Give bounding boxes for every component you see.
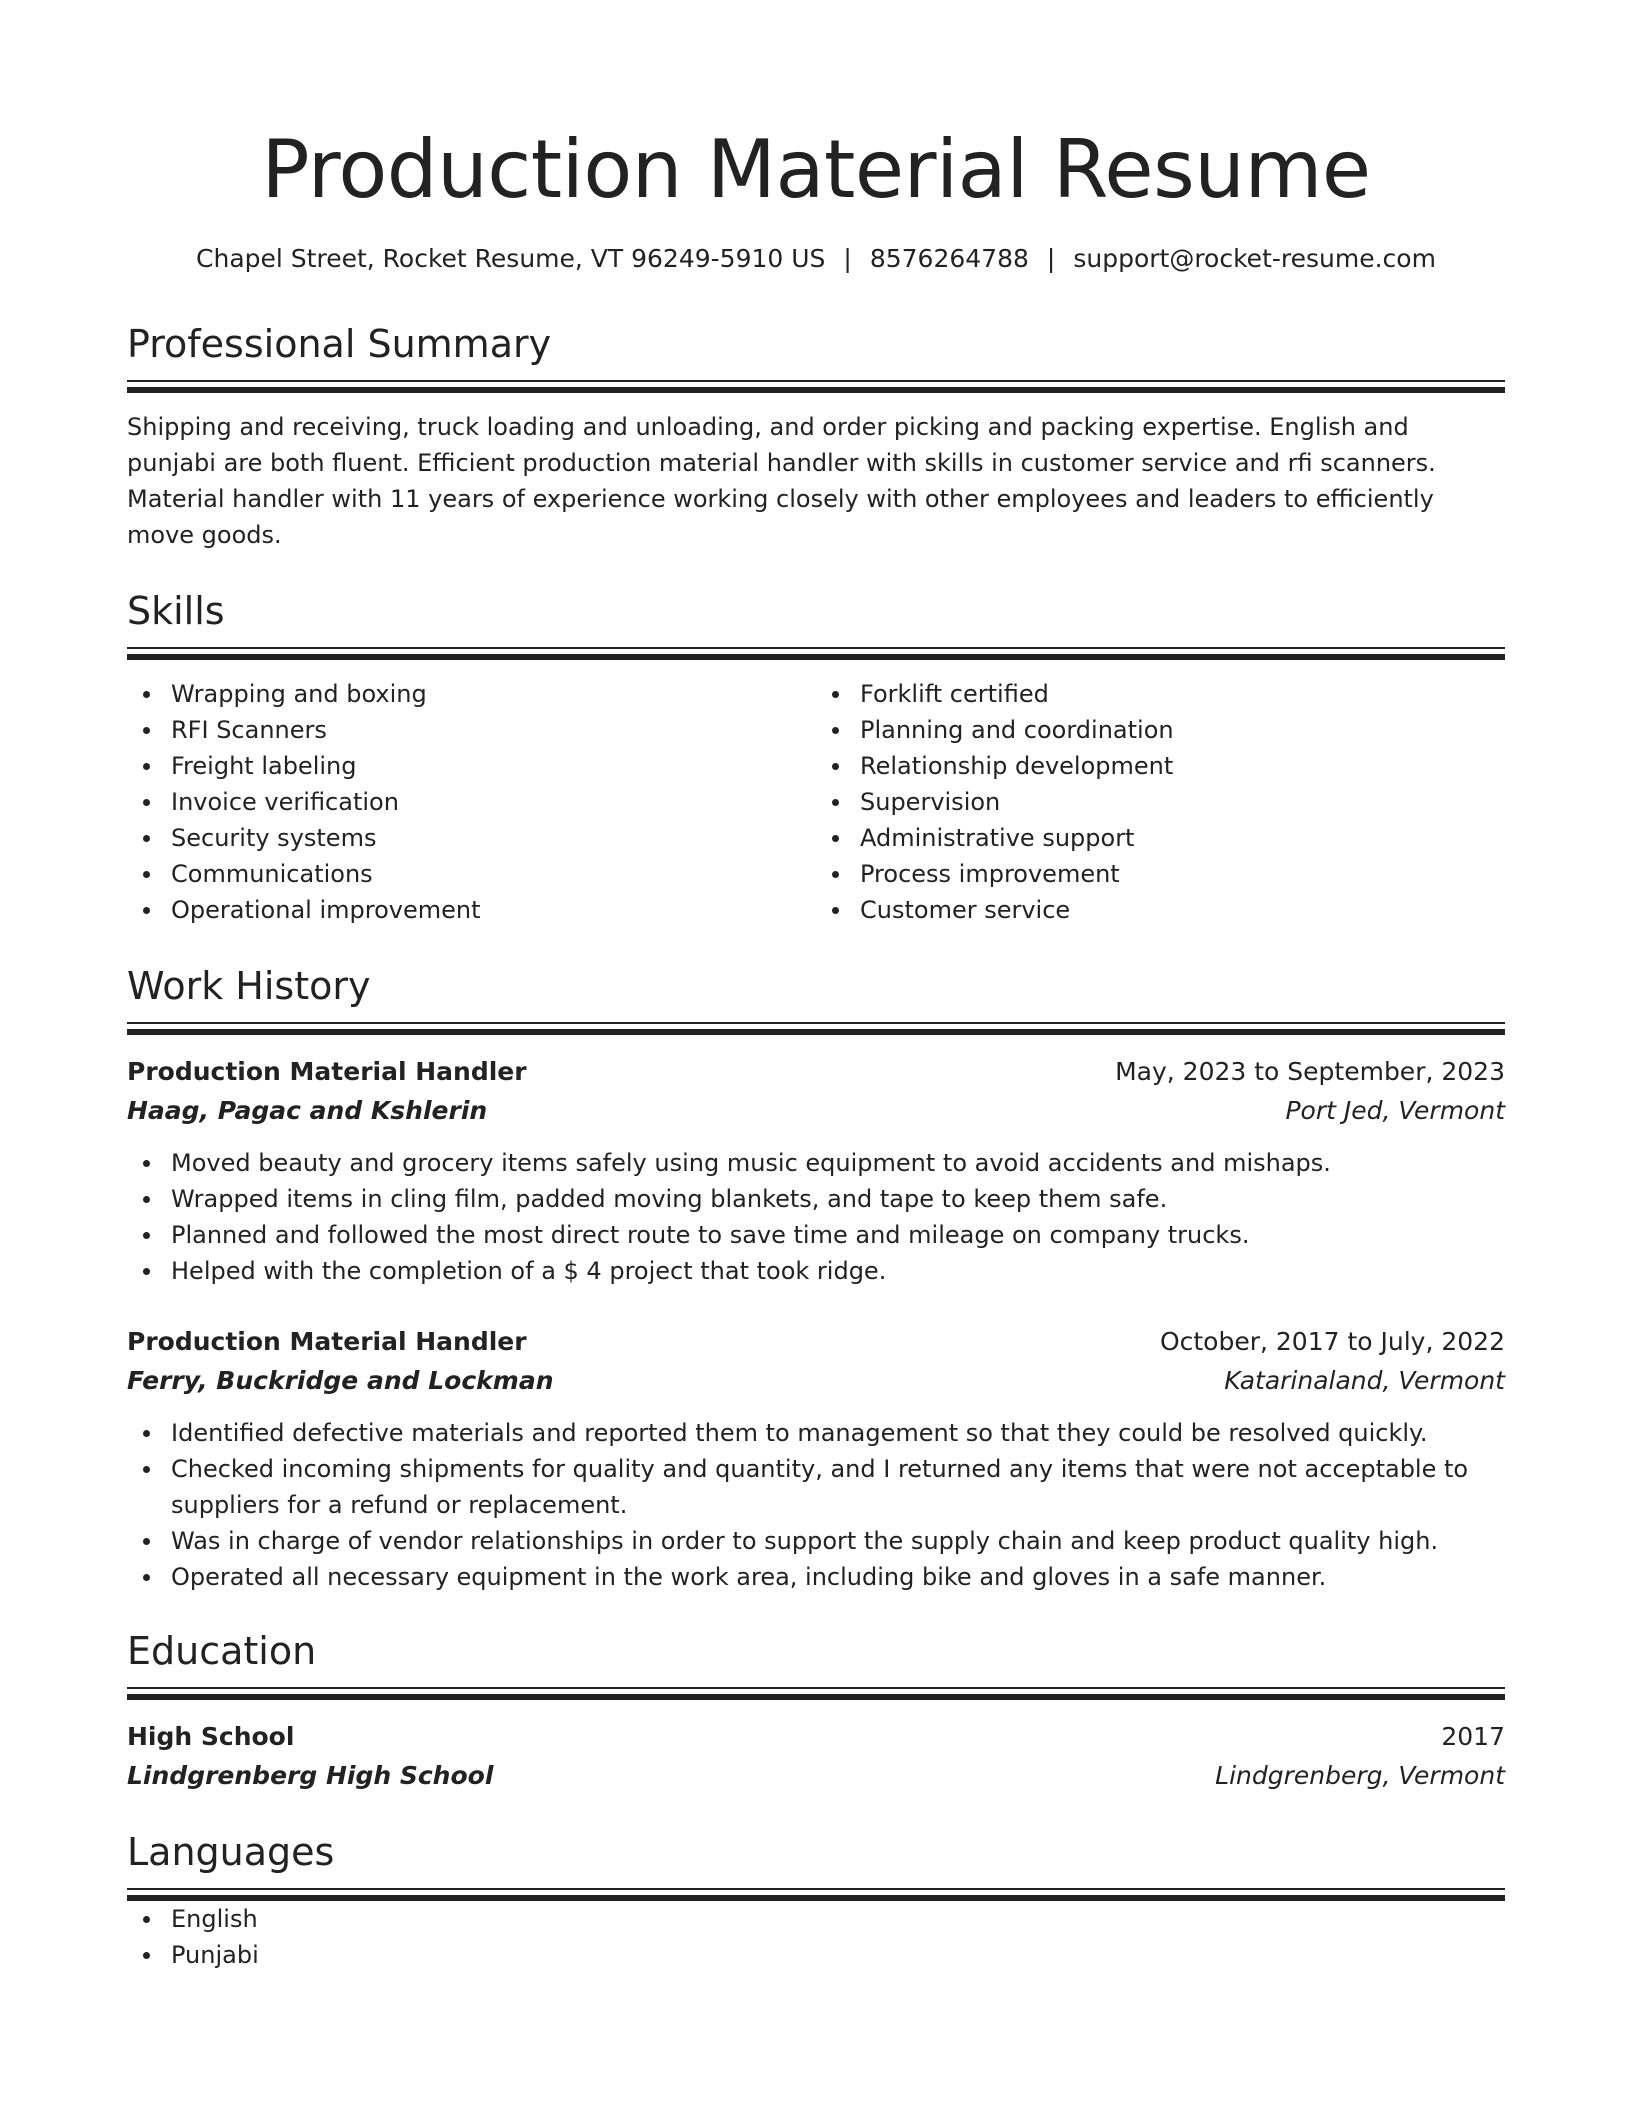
contact-line — [127, 242, 1505, 276]
skill-item: Relationship development — [860, 748, 1505, 784]
job-location: Katarinaland, Vermont — [1224, 1366, 1505, 1395]
skill-item: Process improvement — [860, 856, 1505, 892]
job-location: Port Jed, Vermont — [1285, 1096, 1505, 1125]
section-heading: Education — [127, 1629, 317, 1673]
work-history-section — [127, 962, 1505, 1595]
section-heading: Languages — [127, 1830, 335, 1874]
section-divider — [127, 647, 1505, 660]
job-duty: Identified defective materials and reported them to management so that they could be resolved quickly. — [171, 1415, 1505, 1451]
skill-item: RFI Scanners — [171, 712, 816, 748]
language-item: Punjabi — [171, 1937, 1505, 1973]
job-duty: Was in charge of vendor relationships in order to support the supply chain and keep product quality high. — [171, 1523, 1505, 1559]
skill-item: Invoice verification — [171, 784, 816, 820]
job-duties — [127, 1415, 1505, 1595]
section-divider — [127, 380, 1505, 393]
section-divider — [127, 1888, 1505, 1901]
section-heading: Skills — [127, 589, 225, 633]
education-year: 2017 — [1441, 1722, 1505, 1751]
job-duty: Operated all necessary equipment in the work area, including bike and gloves in a safe manner. — [171, 1559, 1505, 1595]
section-divider — [127, 1687, 1505, 1700]
education-location: Lindgrenberg, Vermont — [1215, 1761, 1505, 1790]
job-header — [127, 1053, 1505, 1091]
job-company: Ferry, Buckridge and Lockman — [127, 1366, 554, 1395]
contact-email: support@rocket-resume.com — [1073, 244, 1436, 273]
job-dates: October, 2017 to July, 2022 — [1159, 1327, 1505, 1356]
job-duty: Planned and followed the most direct route to save time and mileage on company trucks. — [171, 1217, 1505, 1253]
job-company: Haag, Pagac and Kshlerin — [127, 1096, 488, 1125]
section-heading: Professional Summary — [127, 322, 552, 366]
skill-item: Customer service — [860, 892, 1505, 928]
summary-section — [127, 320, 1505, 553]
skill-item: Security systems — [171, 820, 816, 856]
job-header — [127, 1323, 1505, 1361]
job-title: Production Material Handler — [127, 1057, 527, 1086]
contact-separator: | — [843, 244, 852, 273]
education-school: Lindgrenberg High School — [127, 1761, 494, 1790]
skill-item: Freight labeling — [171, 748, 816, 784]
skills-section — [127, 587, 1505, 928]
skill-item: Communications — [171, 856, 816, 892]
job-duty: Wrapped items in cling film, padded moving blankets, and tape to keep them safe. — [171, 1181, 1505, 1217]
skill-item: Operational improvement — [171, 892, 816, 928]
education-subheader — [127, 1756, 1505, 1796]
job-title: Production Material Handler — [127, 1327, 527, 1356]
job-duty: Helped with the completion of a $ 4 project that took ridge. — [171, 1253, 1505, 1289]
resume-title: Production Material Resume — [261, 123, 1371, 216]
job-subheader — [127, 1091, 1505, 1131]
languages-section — [127, 1828, 1505, 1973]
languages-list — [127, 1901, 1505, 1973]
job-duty: Moved beauty and grocery items safely using music equipment to avoid accidents and mishaps. — [171, 1145, 1505, 1181]
job-entry — [127, 1323, 1505, 1595]
language-item: English — [171, 1901, 1505, 1937]
contact-separator: | — [1046, 244, 1056, 273]
job-duty: Checked incoming shipments for quality and quantity, and I returned any items that were not acceptable to suppliers for a refund or replacement. — [171, 1451, 1505, 1523]
skill-item: Administrative support — [860, 820, 1505, 856]
section-divider — [127, 1022, 1505, 1035]
skill-item: Supervision — [860, 784, 1505, 820]
contact-phone: 8576264788 — [869, 244, 1029, 273]
job-dates: May, 2023 to September, 2023 — [1115, 1057, 1505, 1086]
skill-item: Wrapping and boxing — [171, 676, 816, 712]
skill-item: Planning and coordination — [860, 712, 1505, 748]
education-section — [127, 1627, 1505, 1796]
job-duties — [127, 1145, 1505, 1289]
education-entry — [127, 1718, 1505, 1796]
skills-column-right — [816, 676, 1505, 928]
skill-item: Forklift certified — [860, 676, 1505, 712]
job-entry — [127, 1053, 1505, 1289]
section-heading: Work History — [127, 964, 371, 1008]
contact-address: Chapel Street, Rocket Resume, VT 96249-5910 US — [196, 244, 826, 273]
summary-text: Shipping and receiving, truck loading and unloading, and order picking and packing expertise. English and punjabi are both fluent. Efficient production material handler with skills in customer service and rfi scanners. Material handler with 11 years of experience working closely with other employees and leaders to efficiently move goods. — [127, 413, 1436, 549]
education-degree: High School — [127, 1722, 295, 1751]
education-header — [127, 1718, 1505, 1756]
job-subheader — [127, 1361, 1505, 1401]
skills-grid — [127, 676, 1505, 928]
skills-column-left — [127, 676, 816, 928]
